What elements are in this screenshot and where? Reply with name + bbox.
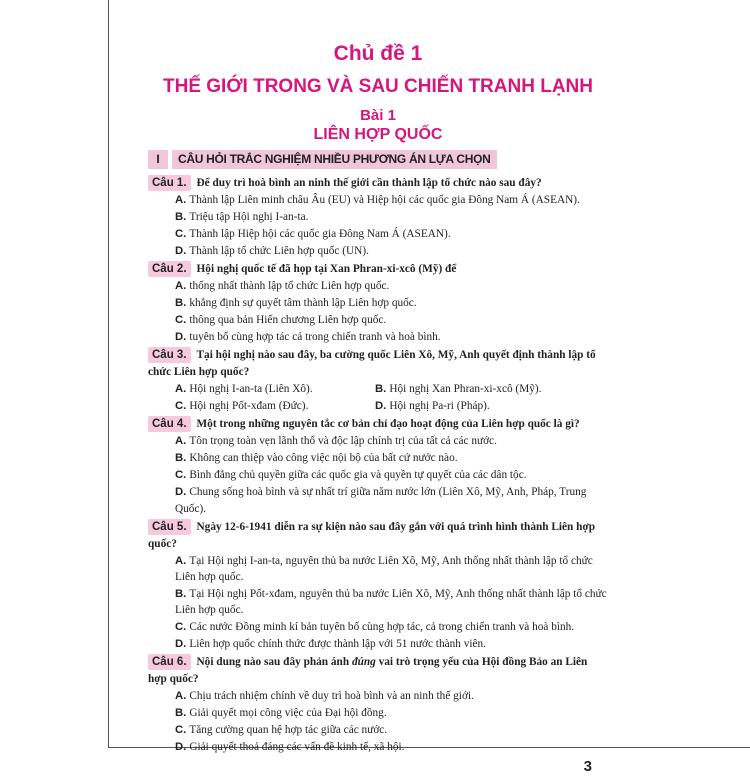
answer-option bbox=[148, 636, 608, 653]
answer-option bbox=[148, 467, 608, 484]
option-letter: B. bbox=[175, 297, 187, 309]
answer-option bbox=[148, 705, 608, 722]
option-text: thông qua bản Hiến chương Liên hợp quốc. bbox=[189, 314, 387, 326]
option-row bbox=[148, 398, 608, 415]
answer-option bbox=[148, 553, 608, 585]
answer-option bbox=[148, 722, 608, 739]
answer-option bbox=[148, 192, 608, 209]
section-label: CÂU HỎI TRẮC NGHIỆM NHIỀU PHƯƠNG ÁN LỰA CHỌN bbox=[172, 150, 497, 169]
option-letter: C. bbox=[175, 724, 187, 736]
answer-option bbox=[148, 226, 608, 243]
option-letter: A. bbox=[175, 194, 187, 206]
section-header bbox=[148, 150, 497, 169]
option-letter: D. bbox=[175, 331, 187, 343]
option-letter: D. bbox=[375, 400, 387, 412]
option-text: Tôn trọng toàn vẹn lãnh thổ và độc lập chính trị của tất cả các nước. bbox=[189, 435, 497, 447]
answer-option bbox=[148, 484, 608, 518]
question-label: Câu 3. bbox=[148, 347, 191, 363]
answer-option bbox=[148, 619, 608, 636]
option-text: tuyên bố cùng hợp tác cả trong chiến tranh và hoà bình. bbox=[189, 331, 441, 343]
answer-option bbox=[148, 688, 608, 705]
option-letter: A. bbox=[175, 690, 187, 702]
question-stem bbox=[148, 175, 608, 192]
option-text: Liên hợp quốc chính thức được thành lập với 51 nước thành viên. bbox=[189, 638, 487, 650]
option-text: khẳng định sự quyết tâm thành lập Liên hợp quốc. bbox=[189, 297, 417, 309]
option-letter: D. bbox=[175, 638, 187, 650]
option-letter: C. bbox=[175, 621, 187, 633]
answer-option bbox=[148, 278, 608, 295]
answer-option bbox=[375, 381, 575, 398]
option-text: Tăng cường quan hệ hợp tác giữa các nước. bbox=[189, 724, 388, 736]
topic-title: Chủ đề 1 bbox=[333, 42, 423, 65]
option-text: Chịu trách nhiệm chính về duy trì hoà bình và an ninh thế giới. bbox=[189, 690, 474, 702]
page-number: 3 bbox=[583, 758, 592, 775]
option-letter: D. bbox=[175, 486, 187, 498]
option-text: Hội nghị I-an-ta (Liên Xô). bbox=[189, 383, 313, 395]
lesson-number: Bài 1 bbox=[360, 107, 396, 124]
option-text: Các nước Đồng minh kí bản tuyên bố cùng hợp tác, cả trong chiến tranh và hoà bình. bbox=[189, 621, 575, 633]
answer-option bbox=[148, 329, 608, 346]
option-text: Chung sống hoà bình và sự nhất trí giữa năm nước lớn (Liên Xô, Mỹ, Anh, Pháp, Trung Quốc). bbox=[175, 486, 587, 515]
question-text-emphasis: đúng bbox=[351, 656, 376, 668]
option-letter: D. bbox=[175, 245, 187, 257]
question-text: vai trò trọng yếu của Hội đồng Bảo an Liên hợp quốc? bbox=[148, 656, 588, 685]
option-letter: B. bbox=[175, 588, 187, 600]
question-text: Hội nghị quốc tế đã họp tại Xan Phran-xi-xcô (Mỹ) để bbox=[196, 263, 457, 275]
question-stem bbox=[148, 519, 608, 553]
answer-option bbox=[148, 295, 608, 312]
question-stem bbox=[148, 416, 608, 433]
answer-option bbox=[175, 398, 375, 415]
answer-option bbox=[375, 398, 575, 415]
option-letter: C. bbox=[175, 469, 187, 481]
option-text: Hội nghị Pa-ri (Pháp). bbox=[389, 400, 490, 412]
answer-option bbox=[148, 243, 608, 260]
option-letter: A. bbox=[175, 280, 187, 292]
option-letter: D. bbox=[175, 741, 187, 753]
option-letter: B. bbox=[175, 452, 187, 464]
option-letter: A. bbox=[175, 555, 187, 567]
page-body bbox=[148, 174, 608, 776]
answer-option bbox=[148, 312, 608, 329]
option-text: Giải quyết thoả đáng các vấn đề kinh tế, xã hội. bbox=[189, 741, 405, 753]
option-row bbox=[148, 381, 608, 398]
answer-option bbox=[175, 381, 375, 398]
option-text: Giải quyết mọi công việc của Đại hội đồng. bbox=[189, 707, 387, 719]
question-label: Câu 4. bbox=[148, 416, 191, 432]
chapter-title: THẾ GIỚI TRONG VÀ SAU CHIẾN TRANH LẠNH bbox=[163, 76, 593, 97]
question-label: Câu 2. bbox=[148, 261, 191, 277]
option-text: Triệu tập Hội nghị I-an-ta. bbox=[189, 211, 309, 223]
answer-option bbox=[148, 586, 608, 618]
question-label: Câu 1. bbox=[148, 175, 191, 191]
option-text: Thành lập Liên minh châu Âu (EU) và Hiệp hội các quốc gia Đông Nam Á (ASEAN). bbox=[189, 194, 580, 206]
answer-option bbox=[148, 450, 608, 467]
question-label: Câu 6. bbox=[148, 654, 191, 670]
question-stem bbox=[148, 261, 608, 278]
section-number: I bbox=[148, 150, 168, 169]
option-letter: B. bbox=[175, 707, 187, 719]
option-text: Tại Hội nghị Pốt-xđam, nguyên thủ ba nước Liên Xô, Mỹ, Anh thống nhất thành lập tổ chức Liên hợp quốc. bbox=[175, 588, 607, 616]
option-letter: C. bbox=[175, 400, 187, 412]
question-label: Câu 5. bbox=[148, 519, 191, 535]
option-letter: B. bbox=[375, 383, 387, 395]
option-text: Thành lập tổ chức Liên hợp quốc (UN). bbox=[189, 245, 369, 257]
question-text: Để duy trì hoà bình an ninh thế giới cần thành lập tổ chức nào sau đây? bbox=[196, 177, 542, 189]
option-text: Hội nghị Xan Phran-xi-xcô (Mỹ). bbox=[389, 383, 542, 395]
answer-option bbox=[148, 209, 608, 226]
question-text: Tại hội nghị nào sau đây, ba cường quốc Liên Xô, Mỹ, Anh quyết định thành lập tổ chức Liên hợp quốc? bbox=[148, 349, 596, 378]
question-list bbox=[148, 175, 608, 756]
answer-option bbox=[148, 433, 608, 450]
option-letter: C. bbox=[175, 314, 187, 326]
option-letter: A. bbox=[175, 435, 187, 447]
option-text: Bình đẳng chủ quyền giữa các quốc gia và quyền tự quyết của các dân tộc. bbox=[189, 469, 527, 481]
question-text: Một trong những nguyên tắc cơ bản chỉ đạo hoạt động của Liên hợp quốc là gì? bbox=[196, 418, 580, 430]
option-text: thống nhất thành lập tổ chức Liên hợp quốc. bbox=[189, 280, 390, 292]
option-letter: A. bbox=[175, 383, 187, 395]
lesson-title: LIÊN HỢP QUỐC bbox=[313, 126, 443, 143]
option-text: Không can thiệp vào công việc nội bộ của bất cứ nước nào. bbox=[189, 452, 458, 464]
question-text: Ngày 12-6-1941 diễn ra sự kiện nào sau đây gắn với quá trình hình thành Liên hợp quốc? bbox=[148, 521, 595, 550]
option-text: Tại Hội nghị I-an-ta, nguyên thủ ba nước Liên Xô, Mỹ, Anh thống nhất thành lập tổ chức Liên hợp quốc. bbox=[175, 555, 593, 583]
question-text: Nội dung nào sau đây phản ánh bbox=[196, 656, 352, 668]
option-letter: C. bbox=[175, 228, 187, 240]
option-letter: B. bbox=[175, 211, 187, 223]
question-stem bbox=[148, 347, 608, 381]
option-text: Thành lập Hiệp hội các quốc gia Đông Nam Á (ASEAN). bbox=[189, 228, 451, 240]
answer-option bbox=[148, 739, 608, 756]
option-text: Hội nghị Pốt-xđam (Đức). bbox=[189, 400, 309, 412]
question-stem bbox=[148, 654, 608, 688]
